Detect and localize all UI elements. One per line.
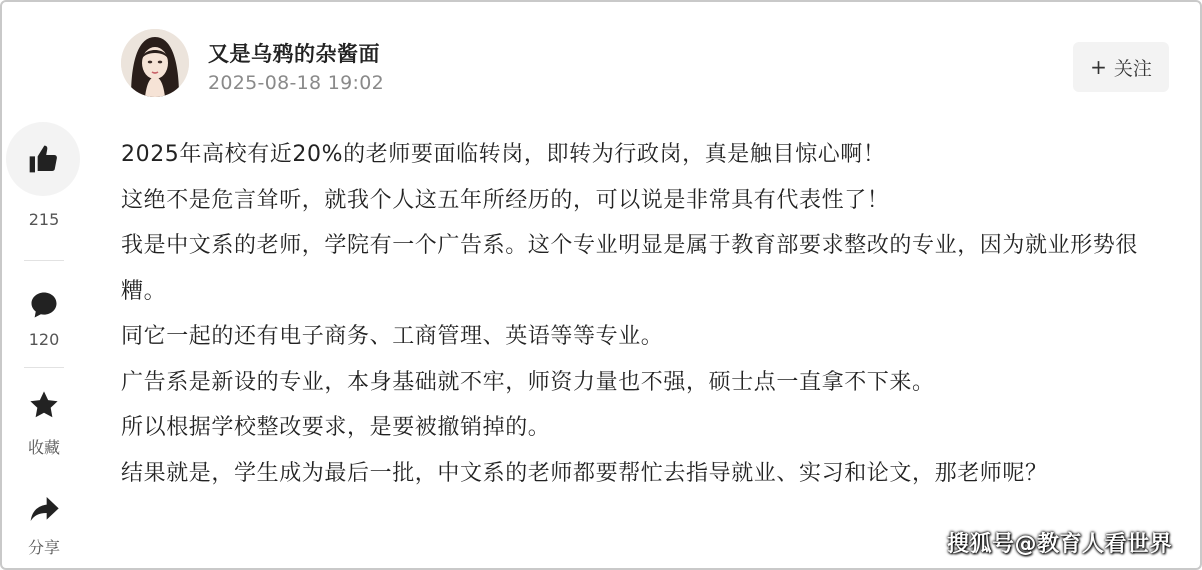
article-paragraph: 2025年高校有近20%的老师要面临转岗，即转为行政岗，真是触目惊心啊！ <box>121 142 886 167</box>
comment-count: 120 <box>28 330 60 349</box>
article-paragraph: 我是中文系的老师，学院有一个广告系。这个专业明显是属于教育部要求整改的专业，因为就业形势很糟。 <box>121 233 1139 304</box>
collect-button[interactable] <box>24 385 64 425</box>
speech-bubble-icon <box>29 290 59 320</box>
like-button[interactable] <box>6 122 80 196</box>
collect-label: 收藏 <box>27 438 60 457</box>
follow-label: 关注 <box>1113 57 1152 80</box>
watermark: 搜狐号@教育人看世界 <box>946 532 1172 557</box>
author-avatar[interactable] <box>121 29 189 97</box>
article-paragraph: 广告系是新设的专业，本身基础就不牢，师资力量也不强，硕士点一直拿不下来。 <box>121 369 935 395</box>
avatar-portrait-icon <box>121 29 189 97</box>
follow-button[interactable] <box>1073 42 1169 92</box>
author-name[interactable]: 又是乌鸦的杂酱面 <box>208 42 380 66</box>
share-button[interactable] <box>24 489 64 529</box>
article-paragraph: 同它一起的还有电子商务、工商管理、英语等等专业。 <box>121 324 664 349</box>
star-icon <box>28 389 60 421</box>
article-body <box>121 132 1151 496</box>
share-label: 分享 <box>27 538 60 557</box>
article-paragraph: 这绝不是危言耸听，就我个人这五年所经历的，可以说是非常具有代表性了！ <box>121 187 890 213</box>
rail-divider <box>24 260 64 261</box>
comment-button[interactable] <box>24 285 64 325</box>
article-paragraph: 结果就是，学生成为最后一批，中文系的老师都要帮忙去指导就业、实习和论文，那老师呢？ <box>121 460 1048 486</box>
plus-icon: + <box>1090 55 1107 79</box>
share-arrow-icon <box>28 493 60 525</box>
thumbs-up-icon <box>27 143 59 175</box>
article-paragraph: 所以根据学校整改要求，是要被撤销掉的。 <box>121 415 551 440</box>
post-timestamp: 2025-08-18 19:02 <box>208 72 385 94</box>
like-count: 215 <box>28 210 60 229</box>
rail-divider <box>24 367 64 368</box>
